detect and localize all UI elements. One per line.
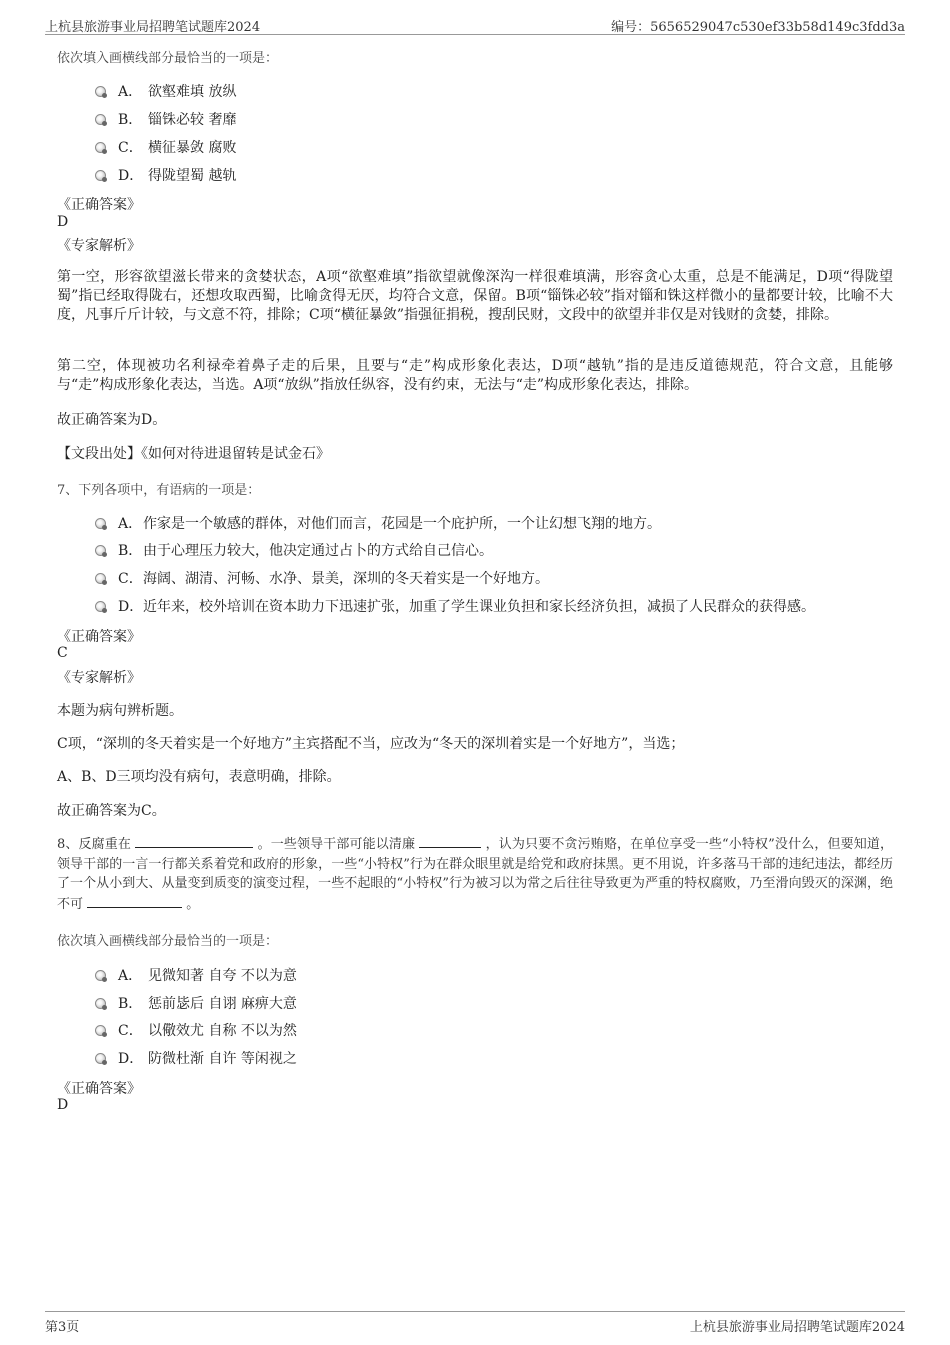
radio-icon[interactable] xyxy=(95,601,106,612)
option-letter: C． xyxy=(118,571,143,587)
q7-analysis-p2: C项，“深圳的冬天着实是一个好地方”主宾搭配不当，应改为“冬天的深圳着实是一个好地方”，当选； xyxy=(57,736,685,752)
option-letter: B． xyxy=(118,112,143,128)
q7-answer-label: 《正确答案》 xyxy=(57,629,141,645)
header-doc-id: 编号：5656529047c530ef33b58d149c3fdd3a xyxy=(611,20,905,35)
blank-1 xyxy=(135,834,253,848)
q6-answer: D xyxy=(57,214,69,230)
q8-answer-label: 《正确答案》 xyxy=(57,1081,141,1097)
q8-stem-part3: ，认为只要不贪污贿赂，在单位享受一些“小特权”没什么，但要知道，领导干部的一言一行都关系着党和政府的形象，一些“小特权”行为在群众眼里就是给党和政府抹黑。更不用说，许多落马干部的违纪违法，都经历了一个从小到大、从量变到质变的演变过程，一些不起眼的“小特权”行为被习以为常之后往往导致更为严重的特权腐败，乃至滑向毁灭的深渊，绝不可 xyxy=(57,837,893,912)
option-text: 得陇望蜀 越轨 xyxy=(148,168,237,184)
option-letter: C． xyxy=(118,1023,143,1039)
radio-icon[interactable] xyxy=(95,545,106,556)
radio-icon[interactable] xyxy=(95,518,106,529)
option-text: 以儆效尤 自称 不以为然 xyxy=(148,1023,297,1039)
q6-answer-label: 《正确答案》 xyxy=(57,197,141,213)
q6-analysis-p1: 第一空，形容欲望滋长带来的贪婪状态，A项“欲壑难填”指欲望就像深沟一样很难填满，形容贪心太重，总是不能满足，D项“得陇望蜀”指已经取得陇右，还想攻取西蜀，比喻贪得无厌，均符合文意，保留。B项“锱铢必较”指对锱和铢这样微小的量都要计较，比喻不大度，凡事斤斤计较，与文意不符，排除；C项“横征暴敛”指强征捐税，搜刮民财，文段中的欲望并非仅是对钱财的贪婪，排除。 xyxy=(57,269,893,323)
option-letter: D． xyxy=(118,168,144,184)
q8-answer: D xyxy=(57,1097,69,1113)
radio-icon[interactable] xyxy=(95,114,106,125)
option-letter: A． xyxy=(118,516,143,532)
page-footer xyxy=(45,1311,905,1336)
option-letter: B． xyxy=(118,996,143,1012)
option-letter: A． xyxy=(118,84,143,100)
radio-icon[interactable] xyxy=(95,573,106,584)
q7-analysis-label: 《专家解析》 xyxy=(57,670,141,686)
radio-icon[interactable] xyxy=(95,998,106,1009)
page-number: 第3页 xyxy=(45,1320,80,1335)
option-text: 防微杜渐 自许 等闲视之 xyxy=(148,1051,297,1067)
option-text: 由于心理压力较大，他决定通过占卜的方式给自己信心。 xyxy=(143,543,493,559)
option-text: 横征暴敛 腐败 xyxy=(148,140,237,156)
q6-analysis-p3: 故正确答案为D。 xyxy=(57,412,167,428)
q8-instruction: 依次填入画横线部分最恰当的一项是： xyxy=(57,934,279,949)
q6-analysis-p2: 第二空，体现被功名利禄牵着鼻子走的后果，且要与“走”构成形象化表达，D项“越轨”指的是违反道德规范，符合文意，且能够与“走”构成形象化表达，当选。A项“放纵”指放任纵容，没有约束，无法与“走”构成形象化表达，排除。 xyxy=(57,358,893,393)
header-title: 上杭县旅游事业局招聘笔试题库2024 xyxy=(45,20,261,35)
blank-3 xyxy=(87,894,182,908)
q7-answer: C xyxy=(57,645,68,661)
q6-analysis-label: 《专家解析》 xyxy=(57,238,141,254)
q6-instruction: 依次填入画横线部分最恰当的一项是： xyxy=(57,51,279,66)
q8-stem-part1: 8、反腐重在 xyxy=(57,837,132,852)
option-text: 近年来，校外培训在资本助力下迅速扩张，加重了学生课业负担和家长经济负担，减损了人民群众的获得感。 xyxy=(143,599,815,615)
option-letter: A． xyxy=(118,968,143,984)
q8-stem-part2: 。一些领导干部可能以清廉 xyxy=(257,837,416,852)
option-letter: C． xyxy=(118,140,143,156)
radio-icon[interactable] xyxy=(95,1053,106,1064)
page-header xyxy=(45,14,905,35)
option-letter: B． xyxy=(118,543,143,559)
blank-2 xyxy=(419,834,481,848)
option-text: 欲壑难填 放纵 xyxy=(148,84,237,100)
option-text: 惩前毖后 自诩 麻痹大意 xyxy=(148,996,297,1012)
q7-analysis-p4: 故正确答案为C。 xyxy=(57,803,166,819)
radio-icon[interactable] xyxy=(95,142,106,153)
radio-icon[interactable] xyxy=(95,1025,106,1036)
radio-icon[interactable] xyxy=(95,86,106,97)
footer-title: 上杭县旅游事业局招聘笔试题库2024 xyxy=(689,1320,905,1335)
option-letter: D． xyxy=(118,599,144,615)
option-text: 作家是一个敏感的群体，对他们而言，花园是一个庇护所，一个让幻想飞翔的地方。 xyxy=(143,516,661,532)
option-letter: D． xyxy=(118,1051,144,1067)
radio-icon[interactable] xyxy=(95,970,106,981)
q7-analysis-p3: A、B、D三项均没有病句，表意明确，排除。 xyxy=(57,769,341,785)
option-text: 海阔、湖清、河畅、水净、景美，深圳的冬天着实是一个好地方。 xyxy=(143,571,549,587)
q6-source: 【文段出处】《如何对待进退留转是试金石》 xyxy=(57,446,330,462)
q8-stem xyxy=(57,834,893,914)
q7-stem: 7、下列各项中，有语病的一项是： xyxy=(57,483,261,498)
q7-analysis-p1: 本题为病句辨析题。 xyxy=(57,703,183,719)
option-text: 锱铢必较 奢靡 xyxy=(148,112,237,128)
q8-stem-part4: 。 xyxy=(186,896,200,912)
radio-icon[interactable] xyxy=(95,170,106,181)
option-text: 见微知著 自夸 不以为意 xyxy=(148,968,297,984)
